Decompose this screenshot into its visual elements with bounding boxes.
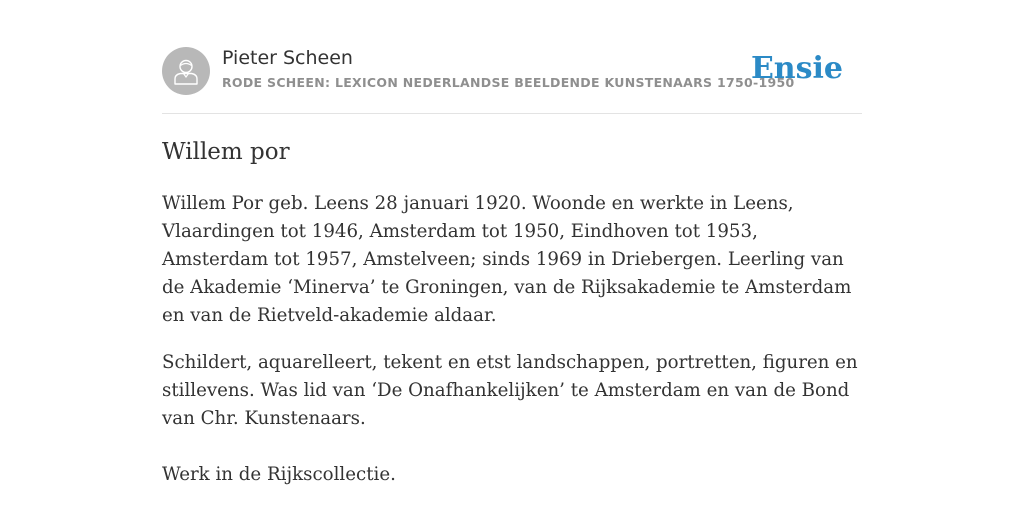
article-paragraph-work: Schildert, aquarelleert, tekent en etst landschappen, portretten, figuren en stillevens. Was lid van ‘De Onafhankelijken’ te Amsterdam en van de Bond van Chr. Kunstenaars. [162, 352, 858, 429]
author-name[interactable]: Pieter Scheen [222, 47, 353, 69]
article-header [162, 0, 862, 114]
avatar[interactable] [162, 47, 210, 95]
article-paragraph-collection: Werk in de Rijkscollectie. [162, 464, 396, 485]
source-title[interactable]: RODE SCHEEN: LEXICON NEDERLANDSE BEELDENDE KUNSTENAARS 1750-1950 [222, 75, 795, 90]
ensie-logo[interactable]: Ensie [750, 51, 843, 86]
page-title: Willem por [162, 139, 290, 165]
user-icon [173, 57, 199, 85]
article-paragraph-biography: Willem Por geb. Leens 28 januari 1920. Woonde en werkte in Leens, Vlaardingen tot 1946, Amsterdam tot 1950, Eindhoven tot 1953, Amsterdam tot 1957, Amstelveen; sinds 1969 in Driebergen. Leerling van de Akademie ‘Minerva’ te Groningen, van de Rijksakademie te Amsterdam en van de Rietveld-akademie aldaar. [162, 193, 852, 326]
article-container [162, 0, 862, 485]
